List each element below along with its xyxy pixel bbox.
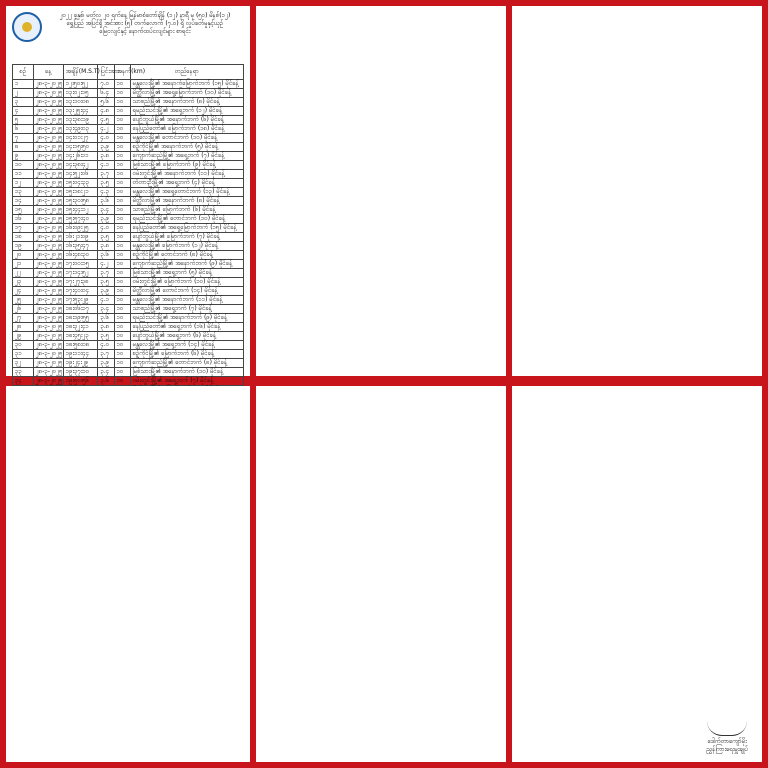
table-cell: ၄.၁ bbox=[98, 161, 114, 170]
table-cell: ၂၈-၃-၂၀၂၅ bbox=[33, 341, 63, 350]
table-row bbox=[13, 224, 244, 233]
table-cell: ၁၀ bbox=[114, 296, 130, 305]
table-cell: ၁၇း၀၀း၁၅ bbox=[63, 260, 98, 269]
table-row bbox=[13, 260, 244, 269]
table-body bbox=[13, 80, 244, 404]
table-header-row bbox=[13, 65, 244, 80]
table-row bbox=[13, 341, 244, 350]
table-cell: ၁၈း၁၉း၅၅ bbox=[63, 314, 98, 323]
table-cell: မိတ္ထီလာမြို့၏ အနောက်ဘက် (၈) မိုင်ခန့် bbox=[130, 197, 243, 206]
table-cell: ၁၀ bbox=[114, 143, 130, 152]
table-row bbox=[13, 368, 244, 377]
table-cell: ၃.၅ bbox=[98, 233, 114, 242]
department-logo-icon bbox=[12, 12, 42, 42]
table-cell: ၄.၃ bbox=[98, 188, 114, 197]
table-cell: ၂၄ bbox=[13, 287, 34, 296]
table-cell: မိတ္ထီလာမြို့၏ အရှေ့မြောက်ဘက် (၁၀) မိုင်ခန့် bbox=[130, 89, 243, 98]
table-cell: ၃၁ bbox=[13, 350, 34, 359]
table-row bbox=[13, 359, 244, 368]
table-cell: ၂၈ bbox=[13, 323, 34, 332]
table-cell: ၂၈-၃-၂၀၂၅ bbox=[33, 332, 63, 341]
table-cell: ၁၀ bbox=[114, 224, 130, 233]
table-cell: ၁၇း၁၄း၅၂ bbox=[63, 269, 98, 278]
table-cell: ၄.၀ bbox=[98, 224, 114, 233]
table-cell: ၁၀ bbox=[114, 134, 130, 143]
header-line-3: မြေငလျင်နှင့် နောက်ထပ်ငလျင်များ စာရင်း bbox=[99, 28, 191, 35]
table-cell: စဉ့်ကိုင်မြို့၏ မြောက်ဘက် (၆) မိုင်ခန့် bbox=[130, 350, 243, 359]
table-cell: ၃.၈ bbox=[98, 323, 114, 332]
table-cell: ၅ bbox=[13, 116, 34, 125]
table-cell: ၁၀ bbox=[114, 80, 130, 89]
table-row bbox=[13, 215, 244, 224]
table-cell: ၂၁ bbox=[13, 260, 34, 269]
table-cell: ၁၀ bbox=[114, 314, 130, 323]
document-page-5 bbox=[256, 386, 506, 762]
table-cell: ၃.၄ bbox=[98, 368, 114, 377]
document-page-2 bbox=[256, 6, 506, 376]
table-cell: ၂၈-၃-၂၀၂၅ bbox=[33, 233, 63, 242]
table-row bbox=[13, 80, 244, 89]
table-cell: ၁၄း၂၆း၁၁ bbox=[63, 152, 98, 161]
table-row bbox=[13, 179, 244, 188]
table-row bbox=[13, 296, 244, 305]
table-cell: ၃.၉ bbox=[98, 215, 114, 224]
table-cell: ၃.၇ bbox=[98, 350, 114, 359]
table-cell: မြစ်သားမြို့၏ မြောက်ဘက် (၉) မိုင်ခန့် bbox=[130, 161, 243, 170]
table-row bbox=[13, 116, 244, 125]
table-cell: ရမည်းသင်းမြို့၏ တောင်ဘက် (၁၀) မိုင်ခန့် bbox=[130, 215, 243, 224]
table-cell: ၁၇ bbox=[13, 224, 34, 233]
table-cell: ၂၈-၃-၂၀၂၅ bbox=[33, 251, 63, 260]
table-cell: ၁၅ bbox=[13, 206, 34, 215]
table-cell: မန္တလေးမြို့၏ အရှေ့တောင်ဘက် (၁၃) မိုင်ခန့် bbox=[130, 188, 243, 197]
table-cell: ၂၈-၃-၂၀၂၅ bbox=[33, 170, 63, 179]
table-cell: ၁၂ bbox=[13, 179, 34, 188]
table-cell: ဝမ်းတွင်းမြို့၏ အရှေ့ဘက် (၇) မိုင်ခန့် bbox=[130, 377, 243, 386]
table-row bbox=[13, 152, 244, 161]
table-cell: ၁၆ bbox=[13, 215, 34, 224]
table-cell: မြစ်သားမြို့၏ အရှေ့ဘက် (၅) မိုင်ခန့် bbox=[130, 269, 243, 278]
table-cell: ၂၈-၃-၂၀၂၅ bbox=[33, 80, 63, 89]
table-cell: ၂၅ bbox=[13, 296, 34, 305]
table-cell: ၂၈-၃-၂၀၂၅ bbox=[33, 359, 63, 368]
table-cell: ၂၈-၃-၂၀၂၅ bbox=[33, 206, 63, 215]
column-header: အချိန်(M.S.T) bbox=[63, 65, 98, 80]
table-cell: ၁၃း၂၅း၄၄ bbox=[63, 107, 98, 116]
table-cell: ၃.၆ bbox=[98, 314, 114, 323]
table-cell: မိတ္ထီလာမြို့၏ တောင်ဘက် (၁၄) မိုင်ခန့် bbox=[130, 287, 243, 296]
table-cell: ၁၄း၃၈း၄၂ bbox=[63, 161, 98, 170]
table-cell: ၆.၄ bbox=[98, 89, 114, 98]
table-cell: ၂၉ bbox=[13, 332, 34, 341]
table-row bbox=[13, 197, 244, 206]
table-cell: ၁၀ bbox=[114, 368, 130, 377]
table-cell: ၂၈-၃-၂၀၂၅ bbox=[33, 215, 63, 224]
table-row bbox=[13, 170, 244, 179]
table-cell: ၁ bbox=[13, 80, 34, 89]
table-cell: ၁၉း၃၇း၁၀ bbox=[63, 368, 98, 377]
table-cell: ၁၇း၄၀း၀၄ bbox=[63, 287, 98, 296]
table-cell: ၁၉ bbox=[13, 242, 34, 251]
table-cell: ၁၆း၀၉း၂၅ bbox=[63, 224, 98, 233]
table-cell: မန္တလေးမြို့၏ အနောက်မြောက်ဘက် (၁၅) မိုင်ခန့် bbox=[130, 80, 243, 89]
table-cell: မန္တလေးမြို့၏ မြောက်ဘက် (၁၂) မိုင်ခန့် bbox=[130, 242, 243, 251]
table-cell: ၁၂း၅၀း၅၂ bbox=[63, 80, 98, 89]
table-cell: ၁၈း၀၆း၁၇ bbox=[63, 305, 98, 314]
table-cell: ဝမ်းတွင်းမြို့၏ မြောက်ဘက် (၁၀) မိုင်ခန့် bbox=[130, 278, 243, 287]
table-cell: ၁၀ bbox=[114, 242, 130, 251]
table-cell: ၁၀ bbox=[114, 107, 130, 116]
table-row bbox=[13, 278, 244, 287]
table-row bbox=[13, 143, 244, 152]
table-cell: ၁၃း၀၂း၁၅ bbox=[63, 89, 98, 98]
table-cell: ၃.၅ bbox=[98, 332, 114, 341]
table-cell: ၁၀ bbox=[114, 278, 130, 287]
table-cell: ၁၄ bbox=[13, 197, 34, 206]
table-cell: ၂၈-၃-၂၀၂၅ bbox=[33, 377, 63, 386]
table-cell: ၁၀ bbox=[114, 341, 130, 350]
table-row bbox=[13, 323, 244, 332]
table-row bbox=[13, 314, 244, 323]
table-cell: ၂၈-၃-၂၀၂၅ bbox=[33, 350, 63, 359]
table-cell: ၈ bbox=[13, 143, 34, 152]
table-cell: ၁၃း၄၉း၀၃ bbox=[63, 125, 98, 134]
document-page-1 bbox=[6, 6, 250, 384]
table-cell: မြစ်သားမြို့၏ အနောက်ဘက် (၁၀) မိုင်ခန့် bbox=[130, 368, 243, 377]
table-cell: ၄.၅ bbox=[98, 116, 114, 125]
table-cell: ၁၀ bbox=[114, 152, 130, 161]
column-header: တည်နေရာ bbox=[130, 65, 243, 80]
table-cell: ၃.၉ bbox=[98, 143, 114, 152]
table-cell: ၂၀ bbox=[13, 251, 34, 260]
table-cell: ၁၀ bbox=[114, 179, 130, 188]
table-cell: ၁၆း၃၅း၄၇ bbox=[63, 242, 98, 251]
table-cell: ၇ bbox=[13, 134, 34, 143]
table-cell: ၁၀ bbox=[114, 98, 130, 107]
table-cell: ၆ bbox=[13, 125, 34, 134]
table-row bbox=[13, 161, 244, 170]
table-cell: နေပြည်တော်၏ အရှေ့မြောက်ဘက် (၁၅) မိုင်ခန့် bbox=[130, 224, 243, 233]
table-cell: ၁၇း၅၃း၂၉ bbox=[63, 296, 98, 305]
table-cell: ၂၈-၃-၂၀၂၅ bbox=[33, 161, 63, 170]
table-cell: ၂၈-၃-၂၀၂၅ bbox=[33, 305, 63, 314]
table-cell: ၂၈-၃-၂၀၂၅ bbox=[33, 188, 63, 197]
table-cell: ၁၈း၃၂း၄၁ bbox=[63, 323, 98, 332]
table-cell: ၃.၆ bbox=[98, 377, 114, 386]
table-row bbox=[13, 233, 244, 242]
table-cell: နေပြည်တော်၏ အရှေ့ဘက် (၁၆) မိုင်ခန့် bbox=[130, 323, 243, 332]
table-cell: ၃.၅ bbox=[98, 179, 114, 188]
table-cell: ၂၈-၃-၂၀၂၅ bbox=[33, 143, 63, 152]
table-cell: ဝမ်းတွင်းမြို့၏ အနောက်ဘက် (၁၁) မိုင်ခန့် bbox=[130, 170, 243, 179]
table-cell: ၄.၀ bbox=[98, 134, 114, 143]
document-page-4 bbox=[6, 386, 250, 762]
table-cell: ၂၈-၃-၂၀၂၅ bbox=[33, 107, 63, 116]
table-cell: ၂၈-၃-၂၀၂၅ bbox=[33, 242, 63, 251]
table-cell: မန္တလေးမြို့၏ အရှေ့ဘက် (၁၄) မိုင်ခန့် bbox=[130, 341, 243, 350]
table-cell: ၁၀ bbox=[114, 161, 130, 170]
column-header: ပြင်းအား bbox=[98, 65, 114, 80]
table-cell: ၂၈-၃-၂၀၂၅ bbox=[33, 296, 63, 305]
table-cell: ပျော်ဘွယ်မြို့၏ အရှေ့ဘက် (၆) မိုင်ခန့် bbox=[130, 332, 243, 341]
table-cell: သာစည်မြို့၏ အရှေ့ဘက် (၇) မိုင်ခန့် bbox=[130, 305, 243, 314]
table-cell: ၁၀ bbox=[114, 233, 130, 242]
table-row bbox=[13, 188, 244, 197]
table-cell: ၂၈-၃-၂၀၂၅ bbox=[33, 125, 63, 134]
table-cell: ၁၀ bbox=[114, 377, 130, 386]
table-cell: ၂၂ bbox=[13, 269, 34, 278]
table-cell: ၄.၁ bbox=[98, 296, 114, 305]
table-cell: ၁၅း၄၄း၁၂ bbox=[63, 206, 98, 215]
table-row bbox=[13, 269, 244, 278]
table-cell: ၁၃း၃၈း၁၉ bbox=[63, 116, 98, 125]
table-cell: ၁၁ bbox=[13, 170, 34, 179]
table-row bbox=[13, 242, 244, 251]
table-cell: ရမည်းသင်းမြို့၏ အနောက်ဘက် (၉) မိုင်ခန့် bbox=[130, 314, 243, 323]
table-cell: ၃.၆ bbox=[98, 251, 114, 260]
table-cell: ၁၈ bbox=[13, 233, 34, 242]
table-cell: ၁၀ bbox=[114, 170, 130, 179]
table-cell: ၃.၈ bbox=[98, 152, 114, 161]
table-row bbox=[13, 125, 244, 134]
table-cell: ၁၀ bbox=[114, 359, 130, 368]
table-cell: ၁၅း၅၇း၄၀ bbox=[63, 215, 98, 224]
signatory-name: ဒေါက်တာကျော်မိုး bbox=[707, 738, 747, 745]
table-cell: ၁၄း၀၁း၂၇ bbox=[63, 134, 98, 143]
table-row bbox=[13, 134, 244, 143]
column-header: အနက်(km) bbox=[114, 65, 130, 80]
table-cell: ၂၆ bbox=[13, 305, 34, 314]
header-line-2: ရွှေပြည် အပြင်ရှိ အင်အား (၅) တက်လောက် (၇.၀) ရှိ လှုပ်ခတ်မှုနှင့်ယှဉ် bbox=[66, 20, 224, 27]
table-cell: ၉ bbox=[13, 152, 34, 161]
table-cell: ၂၈-၃-၂၀၂၅ bbox=[33, 152, 63, 161]
table-cell: ၁၈း၄၅း၂၃ bbox=[63, 332, 98, 341]
table-cell: ၂၈-၃-၂၀၂၅ bbox=[33, 98, 63, 107]
table-cell: ၁၄း၅၂း၀၆ bbox=[63, 170, 98, 179]
table-cell: ၃၂ bbox=[13, 359, 34, 368]
table-cell: ကျောက်ဆည်မြို့၏ အရှေ့ဘက် (၇) မိုင်ခန့် bbox=[130, 152, 243, 161]
table-cell: ၃.၄ bbox=[98, 206, 114, 215]
table-cell: ၁၀ bbox=[114, 215, 130, 224]
table-cell: ၁၀ bbox=[114, 89, 130, 98]
table-cell: ၁၀ bbox=[114, 125, 130, 134]
table-cell: ၃.၈ bbox=[98, 242, 114, 251]
table-cell: ၁၀ bbox=[114, 188, 130, 197]
table-cell: ၁၈း၅၈း၀၈ bbox=[63, 341, 98, 350]
table-cell: ၁၀ bbox=[114, 323, 130, 332]
table-row bbox=[13, 89, 244, 98]
table-cell: ၂၇ bbox=[13, 314, 34, 323]
table-cell: ၁၉း၁၁း၄၄ bbox=[63, 350, 98, 359]
table-cell: ၂၈-၃-၂၀၂၅ bbox=[33, 269, 63, 278]
table-cell: ၂၈-၃-၂၀၂၅ bbox=[33, 278, 63, 287]
header-line-1: ၂၀၂၂ ခုနှစ်၊ မတ်လ ၂၀ ရက်နေ့ မြန်မာစံတော်ချိန် (၁၂) နာရီ မှ (၅၀) မိနစ်(၁၂) bbox=[59, 12, 231, 19]
table-cell: ၁၀ bbox=[114, 251, 130, 260]
table-cell: ၂၃ bbox=[13, 278, 34, 287]
table-cell: ၅.၆ bbox=[98, 98, 114, 107]
table-row bbox=[13, 305, 244, 314]
table-cell: ၂၈-၃-၂၀၂၅ bbox=[33, 368, 63, 377]
table-cell: ၁၆း၄၈း၃၀ bbox=[63, 251, 98, 260]
table-cell: ၃.၅ bbox=[98, 278, 114, 287]
document-page-6 bbox=[512, 386, 762, 762]
table-cell: ပျော်ဘွယ်မြို့၏ မြောက်ဘက် (၇) မိုင်ခန့် bbox=[130, 233, 243, 242]
table-cell: ၇.၀ bbox=[98, 80, 114, 89]
table-cell: ၃၃ bbox=[13, 368, 34, 377]
table-cell: စဉ့်ကိုင်မြို့၏ အနောက်ဘက် (၅) မိုင်ခန့် bbox=[130, 143, 243, 152]
table-cell: ၁၀ bbox=[114, 197, 130, 206]
table-cell: ၂၈-၃-၂၀၂၅ bbox=[33, 314, 63, 323]
table-cell: ၄ bbox=[13, 107, 34, 116]
table-cell: ၃၀ bbox=[13, 341, 34, 350]
table-cell: ၁၇း၂၇း၃၈ bbox=[63, 278, 98, 287]
document-page-3 bbox=[512, 6, 762, 376]
table-cell: တံတားဦးမြို့၏ အရှေ့ဘက် (၄) မိုင်ခန့် bbox=[130, 179, 243, 188]
table-cell: ၃.၇ bbox=[98, 269, 114, 278]
table-cell: ၁၉း၅၀း၅၆ bbox=[63, 377, 98, 386]
table-cell: ၁၃း၁၀း၀၈ bbox=[63, 98, 98, 107]
table-row bbox=[13, 98, 244, 107]
table-row bbox=[13, 332, 244, 341]
table-cell: ၂၈-၃-၂၀၂၅ bbox=[33, 116, 63, 125]
table-cell: ၂၈-၃-၂၀၂၅ bbox=[33, 179, 63, 188]
table-cell: စဉ့်ကိုင်မြို့၏ တောင်ဘက် (၈) မိုင်ခန့် bbox=[130, 251, 243, 260]
table-cell: ၂၈-၃-၂၀၂၅ bbox=[33, 287, 63, 296]
table-cell: ၁၀ bbox=[114, 332, 130, 341]
table-cell: ပျော်ဘွယ်မြို့၏ အနောက်ဘက် (၆) မိုင်ခန့် bbox=[130, 116, 243, 125]
table-cell: ၁၄း၁၅း၅၀ bbox=[63, 143, 98, 152]
signature-block bbox=[706, 721, 748, 754]
table-cell: နေပြည်တော်၏ မြောက်ဘက် (၁၈) မိုင်ခန့် bbox=[130, 125, 243, 134]
table-cell: ၁၀ bbox=[13, 161, 34, 170]
table-cell: ၁၅း၀၄း၃၃ bbox=[63, 179, 98, 188]
table-cell: ၁၀ bbox=[114, 116, 130, 125]
table-cell: ၁၅း၃၀း၅၈ bbox=[63, 197, 98, 206]
table-row bbox=[13, 350, 244, 359]
table-cell: ၂၈-၃-၂၀၂၅ bbox=[33, 89, 63, 98]
table-cell: ၃.၉ bbox=[98, 359, 114, 368]
table-cell: ၁၀ bbox=[114, 269, 130, 278]
table-cell: ၃ bbox=[13, 98, 34, 107]
table-cell: ၂၈-၃-၂၀၂၅ bbox=[33, 134, 63, 143]
table-cell: ၂ bbox=[13, 89, 34, 98]
table-cell: ၂၈-၃-၂၀၂၅ bbox=[33, 260, 63, 269]
document-header bbox=[6, 6, 250, 64]
table-cell: ၄.၈ bbox=[98, 107, 114, 116]
table-cell: သာစည်မြို့၏ အနောက်ဘက် (၈) မိုင်ခန့် bbox=[130, 98, 243, 107]
table-cell: ကျောက်ဆည်မြို့၏ အနောက်ဘက် (၉) မိုင်ခန့် bbox=[130, 260, 243, 269]
table-cell: မန္တလေးမြို့၏ အနောက်ဘက် (၁၁) မိုင်ခန့် bbox=[130, 296, 243, 305]
table-row bbox=[13, 377, 244, 386]
table-cell: ၄.၂ bbox=[98, 260, 114, 269]
table-row bbox=[13, 107, 244, 116]
table-cell: ၁၀ bbox=[114, 350, 130, 359]
table-cell: ကျောက်ဆည်မြို့၏ တောင်ဘက် (၈) မိုင်ခန့် bbox=[130, 359, 243, 368]
table-cell: မန္တလေးမြို့၏ တောင်ဘက် (၁၀) မိုင်ခန့် bbox=[130, 134, 243, 143]
table-cell: ၂၈-၃-၂၀၂၅ bbox=[33, 197, 63, 206]
table-cell: ၁၀ bbox=[114, 305, 130, 314]
table-cell: ၂၈-၃-၂၀၂၅ bbox=[33, 224, 63, 233]
table-cell: ၁၀ bbox=[114, 206, 130, 215]
table-cell: ရမည်းသင်းမြို့၏ အရှေ့ဘက် (၁၂) မိုင်ခန့် bbox=[130, 107, 243, 116]
table-cell: ၂၈-၃-၂၀၂၅ bbox=[33, 323, 63, 332]
column-header: စဉ် bbox=[13, 65, 34, 80]
column-header: နေ့ bbox=[33, 65, 63, 80]
signatory-title: ညွှန်ကြားရေးမှူးချုပ် bbox=[706, 746, 748, 753]
table-cell: သာစည်မြို့၏ မြောက်ဘက် (၆) မိုင်ခန့် bbox=[130, 206, 243, 215]
table-row bbox=[13, 206, 244, 215]
table-cell: ၃၄ bbox=[13, 377, 34, 386]
table-cell: ၃.၆ bbox=[98, 197, 114, 206]
table-cell: ၁၆း၂၁း၀၉ bbox=[63, 233, 98, 242]
table-row bbox=[13, 287, 244, 296]
table-cell: ၄.၀ bbox=[98, 341, 114, 350]
table-cell: ၁၀ bbox=[114, 260, 130, 269]
table-row bbox=[13, 251, 244, 260]
signature-icon bbox=[707, 721, 747, 736]
earthquake-table bbox=[12, 64, 244, 404]
table-cell: ၁၉း၂၄း၂၉ bbox=[63, 359, 98, 368]
table-cell: ၃.၇ bbox=[98, 170, 114, 179]
table-cell: ၃.၉ bbox=[98, 287, 114, 296]
table-cell: ၁၀ bbox=[114, 287, 130, 296]
table-cell: ၁၃ bbox=[13, 188, 34, 197]
table-cell: ၄.၂ bbox=[98, 125, 114, 134]
table-cell: ၁၅း၁၈း၂၁ bbox=[63, 188, 98, 197]
table-cell: ၃.၄ bbox=[98, 305, 114, 314]
